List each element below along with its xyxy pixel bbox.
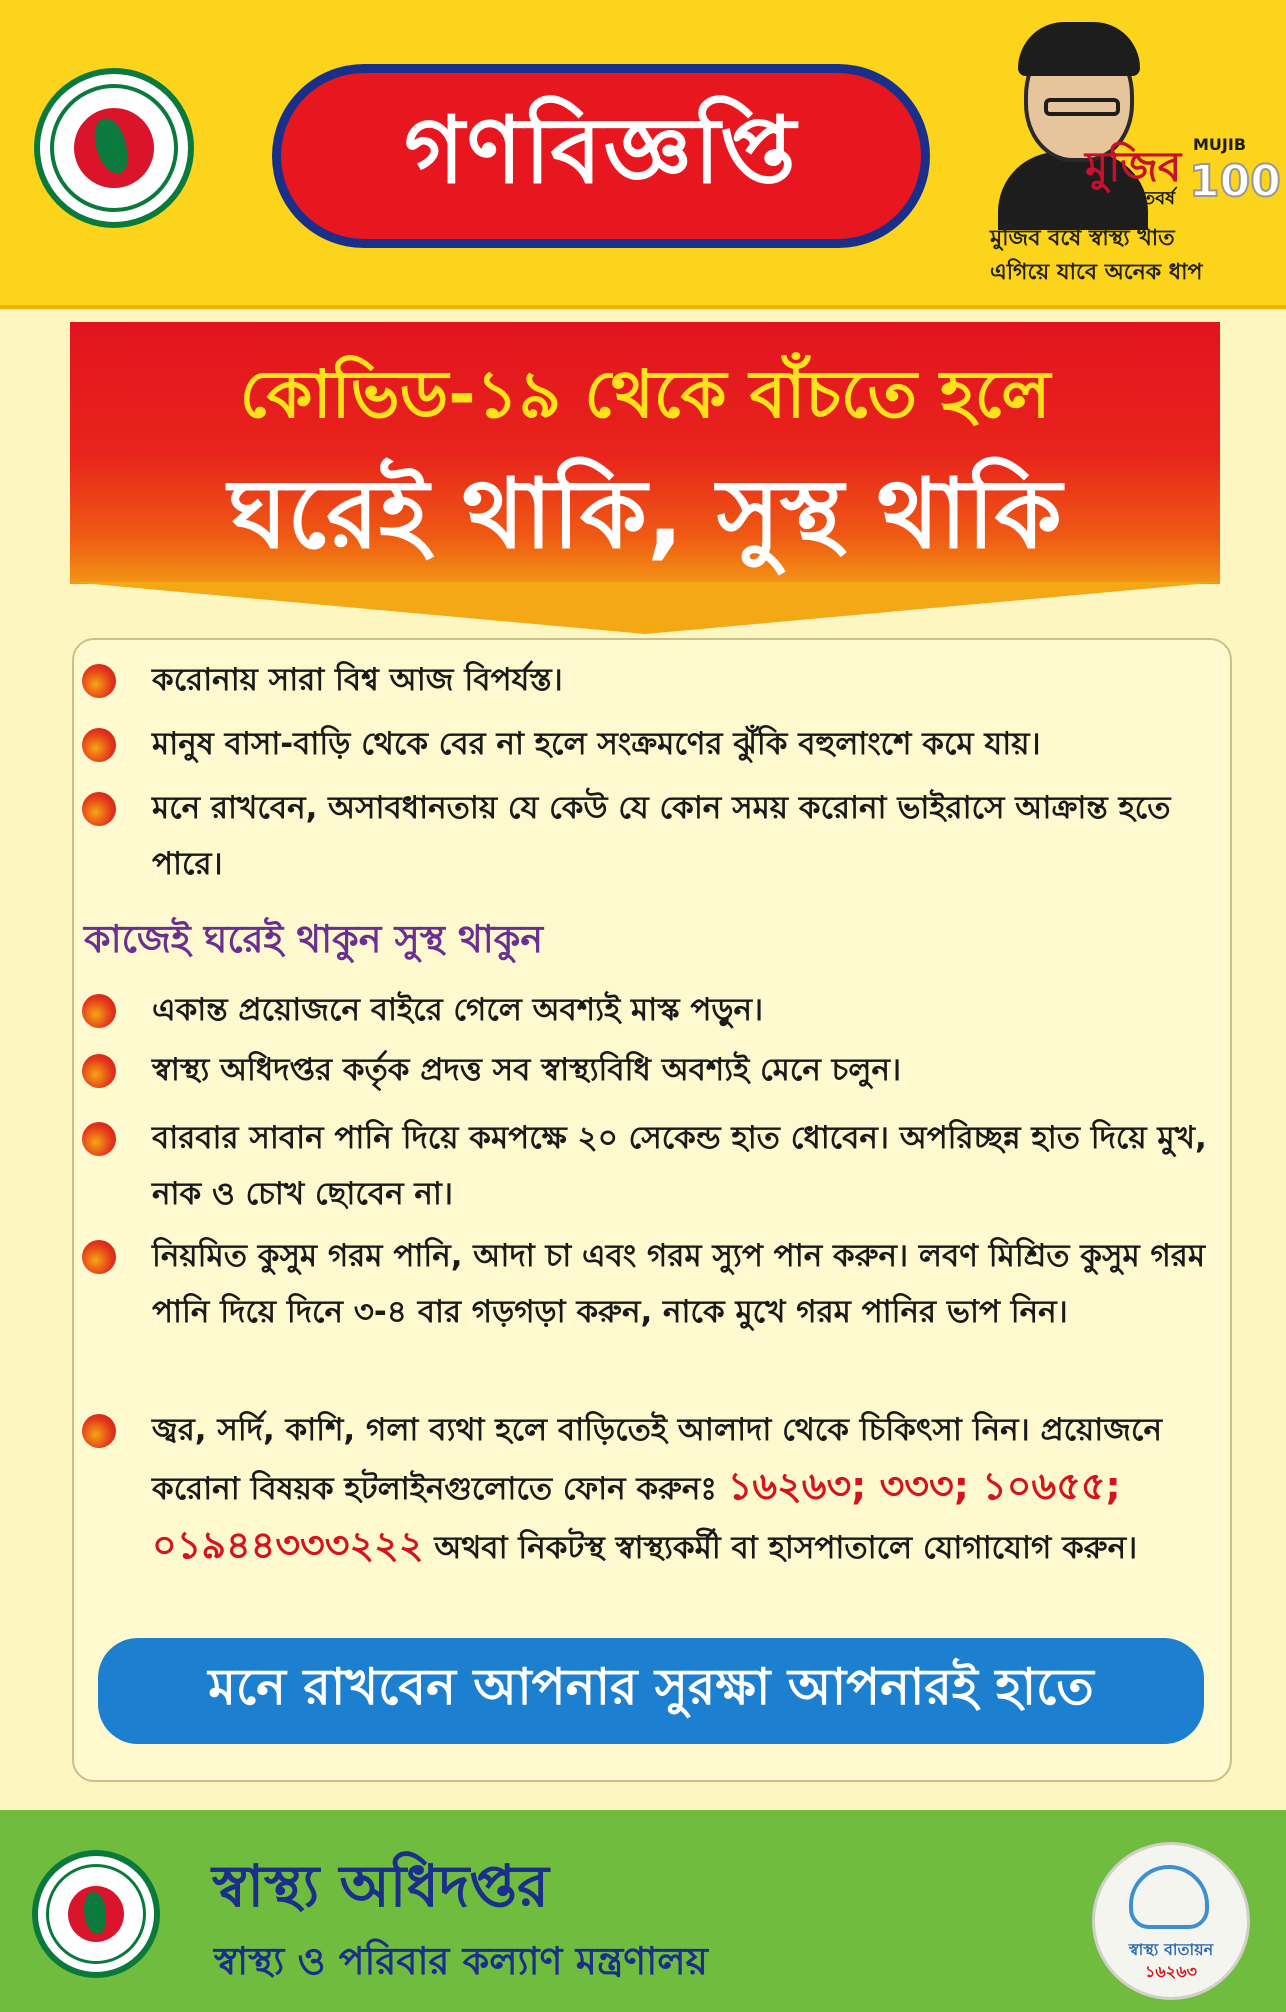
- bullet-text: স্বাস্থ্য অধিদপ্তর কর্তৃক প্রদত্ত সব স্বাস্থ্যবিধি অবশ্যই মেনে চলুন।: [152, 1052, 902, 1088]
- bullet-icon: [82, 728, 116, 762]
- hotline-logo-icon: স্বাস্থ্য বাতায়ন ১৬২৬৩: [1092, 1842, 1250, 2000]
- banner-arrow: [70, 582, 1220, 634]
- ministry-seal-icon: [32, 1850, 160, 1978]
- title-pill: [272, 64, 930, 248]
- bullet-icon: [82, 792, 116, 826]
- bullet-icon: [82, 1122, 116, 1156]
- bullet-icon: [82, 664, 116, 698]
- bullet-text: বারবার সাবান পানি দিয়ে কমপক্ষে ২০ সেকেন্ড হাত ধোবেন। অপরিচ্ছন্ন হাত দিয়ে মুখ, নাক ও চোখ ছোবেন না।: [152, 1120, 1207, 1212]
- ministry-name: স্বাস্থ্য ও পরিবার কল্যাণ মন্ত্রণালয়: [214, 1939, 708, 1983]
- slogan-banner: [70, 322, 1220, 584]
- tagline-line-1: মুজিব বর্ষে স্বাস্থ্য খাত: [990, 226, 1175, 251]
- footer: [0, 1810, 1286, 2012]
- bullet-text: নিয়মিত কুসুম গরম পানি, আদা চা এবং গরম স্যুপ পান করুন। লবণ মিশ্রিত কুসুম গরম পানি দিয়ে দিনে ৩-৪ বার গড়গড়া করুন, নাকে মুখে গরম পানির ভাপ নিন।: [152, 1238, 1206, 1330]
- tagline: [990, 222, 1280, 290]
- bullet-icon: [82, 994, 116, 1028]
- bullet-text: করোনায় সারা বিশ্ব আজ বিপর্যস্ত।: [152, 662, 563, 698]
- hotline-numbers: ১৬২৬৩; ৩৩৩; ১০৬৫৫; ০১৯৪৪৩৩৩২২২: [152, 1464, 1121, 1567]
- bullet-text: মনে রাখবেন, অসাবধানতায় যে কেউ যে কোন সময় করোনা ভাইরাসে আক্রান্ত হতে পারে।: [152, 790, 1171, 882]
- bullet-icon: [82, 1414, 116, 1448]
- bullet-text: মানুষ বাসা-বাড়ি থেকে বের না হলে সংক্রমণের ঝুঁকি বহুলাংশে কমে যায়।: [152, 726, 1041, 762]
- header: [0, 0, 1286, 308]
- government-seal-icon: [34, 68, 194, 228]
- tagline-line-2: এগিয়ে যাবে অনেক ধাপ: [990, 260, 1203, 285]
- department-name: স্বাস্থ্য অধিদপ্তর: [212, 1852, 549, 1920]
- reminder-text: মনে রাখবেন আপনার সুরক্ষা আপনারই হাতে: [208, 1657, 1094, 1716]
- bullet-text: একান্ত প্রয়োজনে বাইরে গেলে অবশ্যই মাস্ক পড়ুন।: [152, 992, 764, 1028]
- banner-line-1: কোভিড-১৯ থেকে বাঁচতে হলে: [239, 356, 1051, 433]
- mujib-100-logo: মুজিব শতবর্ষ MUJIB 100: [1085, 135, 1281, 209]
- reminder-bar: [98, 1638, 1204, 1744]
- section-heading: কাজেই ঘরেই থাকুন সুস্থ থাকুন: [84, 917, 544, 961]
- bullet-icon: [82, 1054, 116, 1088]
- bullet-icon: [82, 1240, 116, 1274]
- header-divider: [0, 305, 1286, 309]
- banner-line-2: ঘরেই থাকি, সুস্থ থাকি: [228, 458, 1062, 570]
- hotline-bullet-text: জ্বর, সর্দি, কাশি, গলা ব্যথা হলে বাড়িতেই আলাদা থেকে চিকিৎসা নিন। প্রয়োজনে করোনা বিষয়ক হটলাইনগুলোতে ফোন করুনঃ ১৬২৬৩; ৩৩৩; ১০৬৫৫; ০১৯৪৪৩৩৩২২২ অথবা নিকটস্থ স্বাস্থ্যকর্মী বা হাসপাতালে যোগাযোগ করুন।: [152, 1412, 1162, 1567]
- page-title: গণবিজ্ঞপ্তি: [404, 97, 798, 204]
